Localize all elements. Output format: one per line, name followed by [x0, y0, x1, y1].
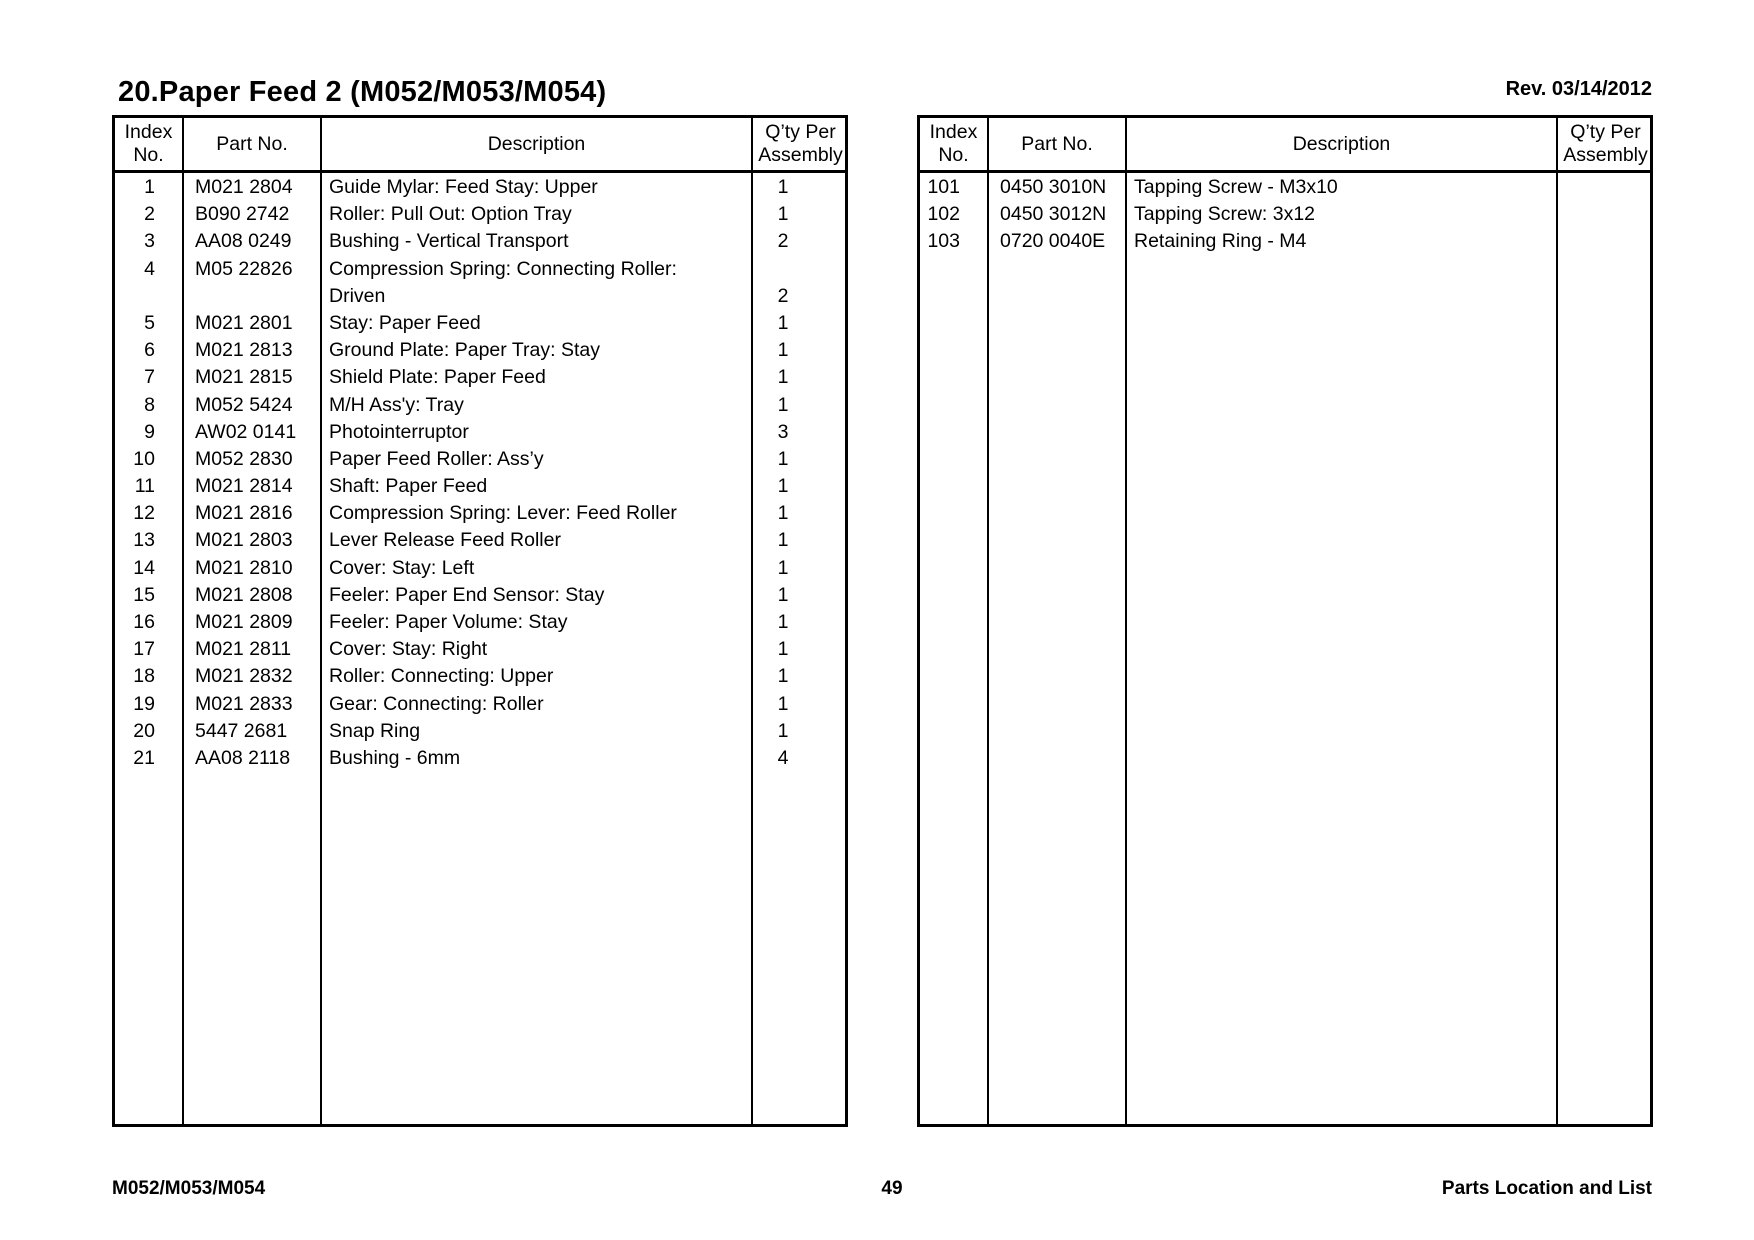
table-body-right [920, 173, 1650, 255]
cell-part-no: M021 2810 [195, 556, 293, 579]
table-row [115, 445, 845, 472]
cell-description: Guide Mylar: Feed Stay: Upper [329, 176, 598, 198]
cell-part-no: 0450 3010N [1000, 176, 1107, 198]
cell-description: Compression Spring: Connecting Roller: [329, 257, 677, 280]
cell-description: Shield Plate: Paper Feed [329, 366, 546, 389]
cell-qty: 1 [777, 611, 789, 633]
page-number: 49 [881, 1178, 903, 1199]
cell-part-no: M021 2801 [195, 311, 293, 334]
cell-description: Lever Release Feed Roller [329, 529, 561, 552]
cell-part-no: 0450 3012N [1000, 203, 1107, 226]
cell-part-no: AW02 0141 [195, 420, 297, 443]
footer-model: M052/M053/M054 [112, 1178, 266, 1199]
header-part-no: Part No. [1021, 132, 1093, 155]
cell-description: Stay: Paper Feed [329, 311, 481, 334]
header-qty: Q’ty Per Assembly [758, 121, 843, 166]
cell-description: Tapping Screw: 3x12 [1134, 203, 1316, 226]
cell-description: Snap Ring [329, 719, 421, 742]
parts-table-right [917, 115, 1653, 1127]
header-description: Description [1292, 132, 1391, 155]
cell-description: M/H Ass'y: Tray [329, 393, 464, 416]
cell-part-no: M021 2809 [195, 611, 293, 633]
cell-part-no: M021 2816 [195, 502, 293, 525]
cell-description: Retaining Ring - M4 [1134, 230, 1307, 253]
cell-description: Bushing - 6mm [329, 746, 461, 769]
cell-description: Bushing - Vertical Transport [329, 230, 569, 253]
cell-index: 4 [144, 257, 155, 280]
cell-qty: 1 [777, 502, 789, 525]
cell-index: 10 [133, 447, 155, 470]
table-row [115, 336, 845, 363]
cell-description: Cover: Stay: Left [329, 556, 475, 579]
table-row [115, 282, 845, 309]
cell-index: 7 [144, 366, 155, 389]
table-row [115, 744, 845, 771]
table-row [115, 690, 845, 717]
cell-index: 102 [927, 203, 960, 226]
cell-qty: 1 [777, 556, 789, 579]
cell-part-no: AA08 2118 [195, 746, 291, 769]
cell-qty: 1 [777, 638, 789, 661]
cell-qty: 2 [777, 230, 789, 253]
cell-qty: 4 [777, 746, 789, 769]
header-description: Description [487, 132, 586, 155]
table-row [920, 200, 1650, 227]
cell-description: Feeler: Paper Volume: Stay [329, 611, 568, 633]
cell-description: Photointerruptor [329, 420, 469, 443]
cell-index: 16 [133, 611, 155, 633]
cell-index: 5 [144, 311, 155, 334]
cell-part-no: M021 2803 [195, 529, 293, 552]
table-row [920, 227, 1650, 254]
cell-part-no: M021 2804 [195, 176, 293, 198]
footer-section: Parts Location and List [1441, 1178, 1652, 1199]
page-title: 20.Paper Feed 2 (M052/M053/M054) [118, 76, 607, 108]
cell-description: Cover: Stay: Right [329, 638, 488, 661]
cell-index: 6 [144, 339, 155, 362]
cell-qty: 1 [777, 176, 789, 198]
table-row [115, 173, 845, 200]
cell-qty: 3 [777, 420, 789, 443]
cell-qty: 2 [777, 284, 789, 307]
table-row [115, 418, 845, 445]
cell-description: Gear: Connecting: Roller [329, 692, 544, 715]
cell-part-no: M021 2815 [195, 366, 293, 389]
cell-qty: 1 [777, 339, 789, 362]
header-index: Index No. [929, 121, 978, 166]
cell-description: Driven [329, 284, 386, 307]
cell-part-no: B090 2742 [195, 203, 290, 226]
table-row [115, 717, 845, 744]
cell-index: 11 [134, 475, 155, 498]
cell-qty: 1 [777, 719, 789, 742]
table-row [115, 581, 845, 608]
cell-description: Shaft: Paper Feed [329, 475, 488, 498]
cell-index: 19 [133, 692, 155, 715]
cell-qty: 1 [777, 692, 789, 715]
cell-part-no: M052 5424 [195, 393, 293, 416]
cell-index: 20 [133, 719, 155, 742]
header-index: Index No. [124, 121, 173, 166]
cell-description: Roller: Connecting: Upper [329, 665, 554, 688]
table-row [115, 391, 845, 418]
cell-qty: 1 [777, 475, 789, 498]
cell-part-no: M021 2814 [195, 475, 293, 498]
table-row [115, 255, 845, 282]
table-row [115, 472, 845, 499]
cell-qty: 1 [777, 447, 789, 470]
table-row [115, 526, 845, 553]
cell-part-no: AA08 0249 [195, 230, 292, 253]
cell-part-no: M021 2832 [195, 665, 293, 688]
table-row [115, 608, 845, 635]
column-divider [1125, 118, 1127, 1124]
cell-index: 9 [144, 420, 155, 443]
table-row [920, 173, 1650, 200]
cell-index: 21 [133, 746, 155, 769]
cell-qty: 1 [777, 393, 789, 416]
cell-index: 2 [144, 203, 155, 226]
parts-table-left [112, 115, 848, 1127]
cell-index: 14 [133, 556, 155, 579]
cell-qty: 1 [777, 311, 789, 334]
table-row [115, 363, 845, 390]
cell-qty: 1 [777, 366, 789, 389]
header-part-no: Part No. [216, 132, 288, 155]
cell-part-no: M05 22826 [195, 257, 293, 280]
cell-part-no: M052 2830 [195, 447, 293, 470]
header-qty: Q’ty Per Assembly [1563, 121, 1648, 166]
cell-index: 1 [144, 176, 155, 198]
cell-description: Roller: Pull Out: Option Tray [329, 203, 572, 226]
cell-index: 15 [133, 583, 155, 606]
cell-description: Paper Feed Roller: Ass’y [329, 447, 544, 470]
table-row [115, 227, 845, 254]
cell-part-no: M021 2811 [195, 638, 292, 661]
table-row [115, 662, 845, 689]
cell-part-no: M021 2813 [195, 339, 293, 362]
cell-part-no: M021 2808 [195, 583, 293, 606]
column-divider [987, 118, 989, 1124]
cell-index: 18 [133, 665, 155, 688]
cell-part-no: 0720 0040E [1000, 230, 1106, 253]
column-divider [1556, 118, 1558, 1124]
table-row [115, 499, 845, 526]
cell-description: Tapping Screw - M3x10 [1134, 176, 1338, 198]
cell-index: 103 [927, 230, 960, 253]
table-body-left [115, 173, 845, 771]
cell-description: Ground Plate: Paper Tray: Stay [329, 339, 600, 362]
cell-description: Feeler: Paper End Sensor: Stay [329, 583, 605, 606]
table-row [115, 200, 845, 227]
cell-index: 17 [133, 638, 155, 661]
cell-index: 12 [133, 502, 155, 525]
revision-date: Rev. 03/14/2012 [1505, 78, 1652, 100]
table-row [115, 554, 845, 581]
cell-index: 3 [144, 230, 155, 253]
cell-index: 13 [133, 529, 155, 552]
cell-qty: 1 [777, 529, 789, 552]
table-row [115, 309, 845, 336]
cell-qty: 1 [777, 665, 789, 688]
cell-part-no: M021 2833 [195, 692, 293, 715]
table-row [115, 635, 845, 662]
cell-qty: 1 [777, 203, 789, 226]
cell-qty: 1 [777, 583, 789, 606]
cell-index: 101 [927, 176, 960, 198]
cell-part-no: 5447 2681 [195, 719, 288, 742]
cell-description: Compression Spring: Lever: Feed Roller [329, 502, 677, 525]
cell-index: 8 [144, 393, 155, 416]
